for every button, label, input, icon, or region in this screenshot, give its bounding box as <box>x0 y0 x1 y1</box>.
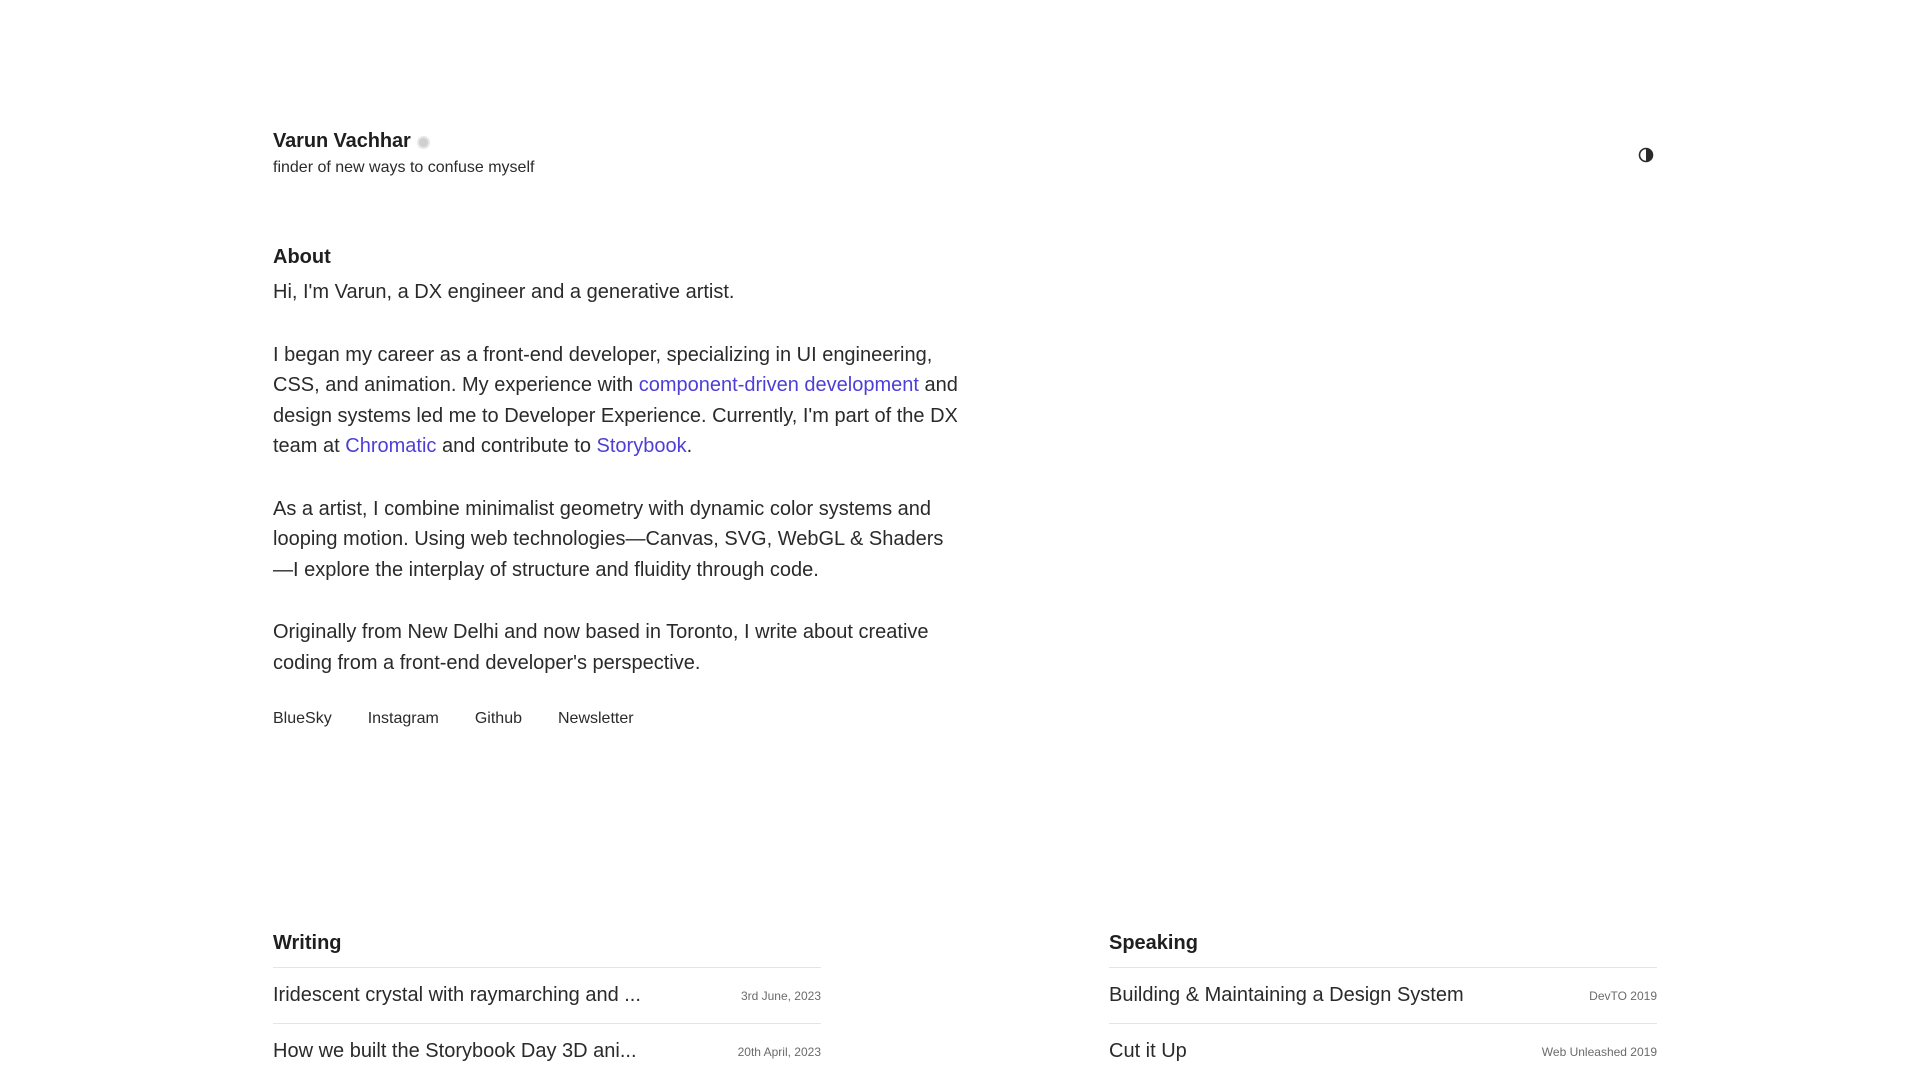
storybook-link[interactable]: Storybook <box>596 435 687 457</box>
writing-heading: Writing <box>273 932 342 954</box>
writing-section <box>273 932 821 1079</box>
writing-item-date: 20th April, 2023 <box>737 1044 821 1059</box>
about-origin: Originally from New Delhi and now based in Toronto, I write about creative coding from a front-end developer's perspective. <box>273 621 929 674</box>
career-text-1: I began my career as a front-end developer, specializing in UI engineering, CSS, and animation. My experience with <box>273 343 933 396</box>
writing-item-title: How we built the Storybook Day 3D ani... <box>273 1040 637 1062</box>
status-dot-icon <box>417 136 430 149</box>
social-link-newsletter[interactable]: Newsletter <box>557 710 634 727</box>
career-text-2: and design systems led me to Developer Experience. Currently, I'm part of the DX team at <box>273 374 958 457</box>
name-row <box>273 130 1657 153</box>
writing-item-date: 3rd June, 2023 <box>740 988 821 1003</box>
social-link-github[interactable]: Github <box>474 710 522 727</box>
speaking-section <box>1109 932 1657 1079</box>
career-text-3: and contribute to <box>436 435 597 457</box>
site-name-link[interactable]: Varun Vachhar <box>273 130 411 152</box>
site-tagline: finder of new ways to confuse myself <box>273 159 535 176</box>
theme-toggle-button[interactable] <box>1635 144 1657 166</box>
half-circle-contrast-icon <box>1638 147 1654 163</box>
speaking-list-item[interactable] <box>1109 967 1657 1023</box>
speaking-list-item[interactable] <box>1109 1023 1657 1079</box>
writing-list-item[interactable] <box>273 967 821 1023</box>
social-link-instagram[interactable]: Instagram <box>367 710 439 727</box>
speaking-item-event: Web Unleashed 2019 <box>1541 1044 1657 1059</box>
about-career <box>273 340 963 462</box>
speaking-item-event: DevTO 2019 <box>1589 988 1657 1003</box>
about-section <box>273 246 963 728</box>
social-links <box>273 710 963 728</box>
about-heading: About <box>273 246 331 268</box>
component-driven-development-link[interactable]: component-driven development <box>638 374 919 396</box>
about-artist: As a artist, I combine minimalist geometry with dynamic color systems and looping motion. Using web technologies—Canvas, SVG, WebGL & Shaders—I explore the interplay of structure and fluidity through code. <box>273 497 944 581</box>
about-intro: Hi, I'm Varun, a DX engineer and a generative artist. <box>273 281 735 303</box>
speaking-heading: Speaking <box>1109 932 1198 954</box>
writing-item-title: Iridescent crystal with raymarching and ... <box>273 984 641 1006</box>
site-header <box>273 130 1657 190</box>
writing-list-item[interactable] <box>273 1023 821 1079</box>
speaking-item-title: Building & Maintaining a Design System <box>1109 984 1464 1006</box>
social-link-bluesky[interactable]: BlueSky <box>273 710 332 727</box>
career-text-4: . <box>686 435 693 457</box>
speaking-item-title: Cut it Up <box>1109 1040 1187 1062</box>
chromatic-link[interactable]: Chromatic <box>345 435 437 457</box>
